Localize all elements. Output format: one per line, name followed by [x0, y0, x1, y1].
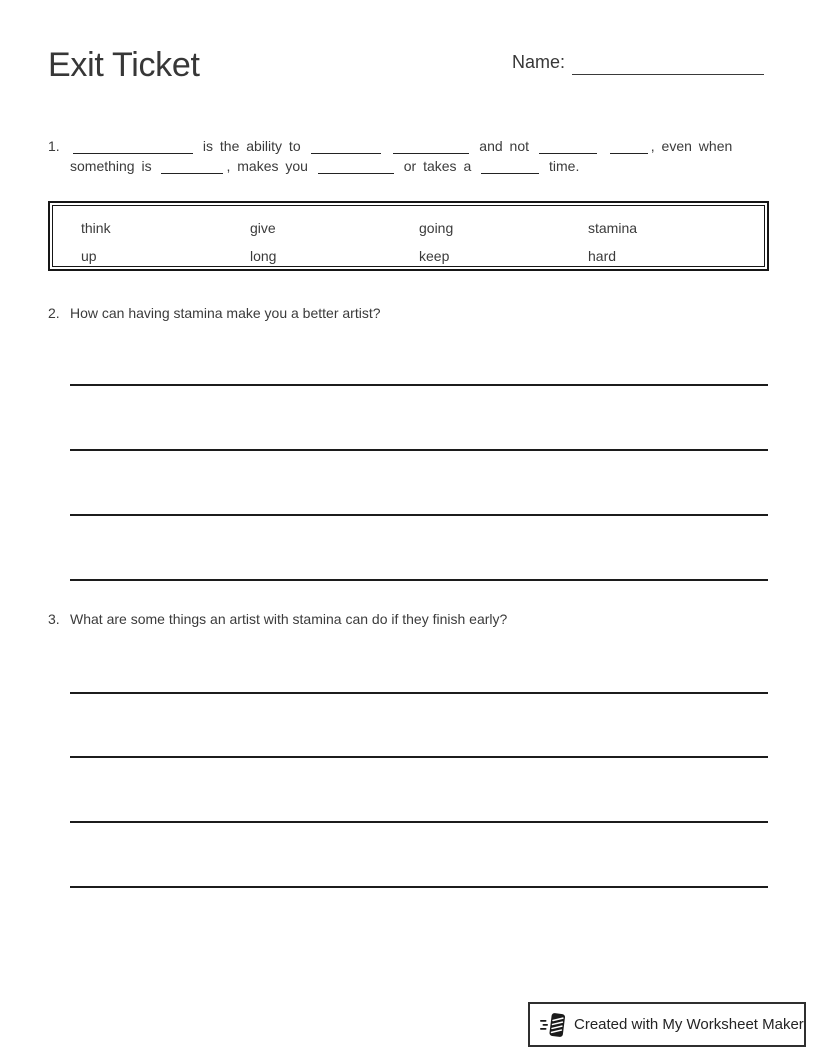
fill-in-blank-1	[73, 142, 193, 154]
question-1-line-2	[70, 157, 772, 177]
word-bank-word: going	[419, 220, 454, 236]
word-bank-word: hard	[588, 248, 617, 264]
question-1	[48, 137, 772, 176]
word-bank-word: stamina	[588, 220, 638, 236]
answer-line	[70, 384, 768, 386]
question-1-line-1	[70, 137, 772, 157]
q1-text-segment: or takes a	[403, 157, 472, 174]
word-bank-row	[81, 242, 764, 270]
question-3	[48, 610, 772, 630]
answer-line	[70, 756, 768, 758]
answer-line	[70, 886, 768, 888]
answer-line	[70, 579, 768, 581]
word-bank-row	[81, 214, 764, 242]
fill-in-blank-7	[318, 162, 394, 174]
fill-in-blank-8	[481, 162, 539, 174]
q1-text-segment: is the ability to	[202, 138, 301, 154]
question-2-number: 2.	[48, 305, 60, 321]
question-1-text	[70, 137, 772, 176]
q1-text-segment: , even when	[650, 138, 733, 154]
page-title: Exit Ticket	[48, 46, 200, 84]
worksheet-maker-badge[interactable]	[528, 1002, 806, 1047]
word-bank-word: long	[250, 248, 277, 264]
q1-text-segment: and not	[479, 138, 529, 154]
word-bank-word: think	[81, 220, 111, 236]
answer-line	[70, 821, 768, 823]
fill-in-blank-5	[610, 142, 648, 154]
fill-in-blank-2	[311, 142, 381, 154]
fill-in-blank-6	[161, 162, 223, 174]
name-write-line	[572, 61, 764, 75]
name-label: Name:	[512, 52, 566, 72]
q1-text-segment: time.	[549, 157, 580, 174]
question-2	[48, 304, 772, 324]
answer-line	[70, 514, 768, 516]
answer-line	[70, 449, 768, 451]
word-bank-word: up	[81, 248, 97, 264]
badge-label: Created with My Worksheet Maker	[574, 1016, 804, 1033]
fill-in-blank-4	[539, 142, 597, 154]
word-bank-word: keep	[419, 248, 450, 264]
question-2-text: How can having stamina make you a better artist?	[70, 305, 381, 321]
answer-line	[70, 692, 768, 694]
fill-in-blank-3	[393, 142, 469, 154]
name-field	[512, 52, 764, 75]
q1-text-segment: , makes you	[226, 157, 308, 174]
question-3-text: What are some things an artist with stamina can do if they finish early?	[70, 611, 508, 627]
q1-text-segment: something is	[70, 157, 152, 174]
word-bank-box	[48, 201, 769, 271]
worksheet-maker-icon	[540, 1010, 567, 1040]
word-bank-word: give	[250, 220, 276, 236]
question-1-number: 1.	[48, 138, 60, 154]
word-bank-inner-border	[52, 205, 765, 267]
question-3-number: 3.	[48, 611, 60, 627]
